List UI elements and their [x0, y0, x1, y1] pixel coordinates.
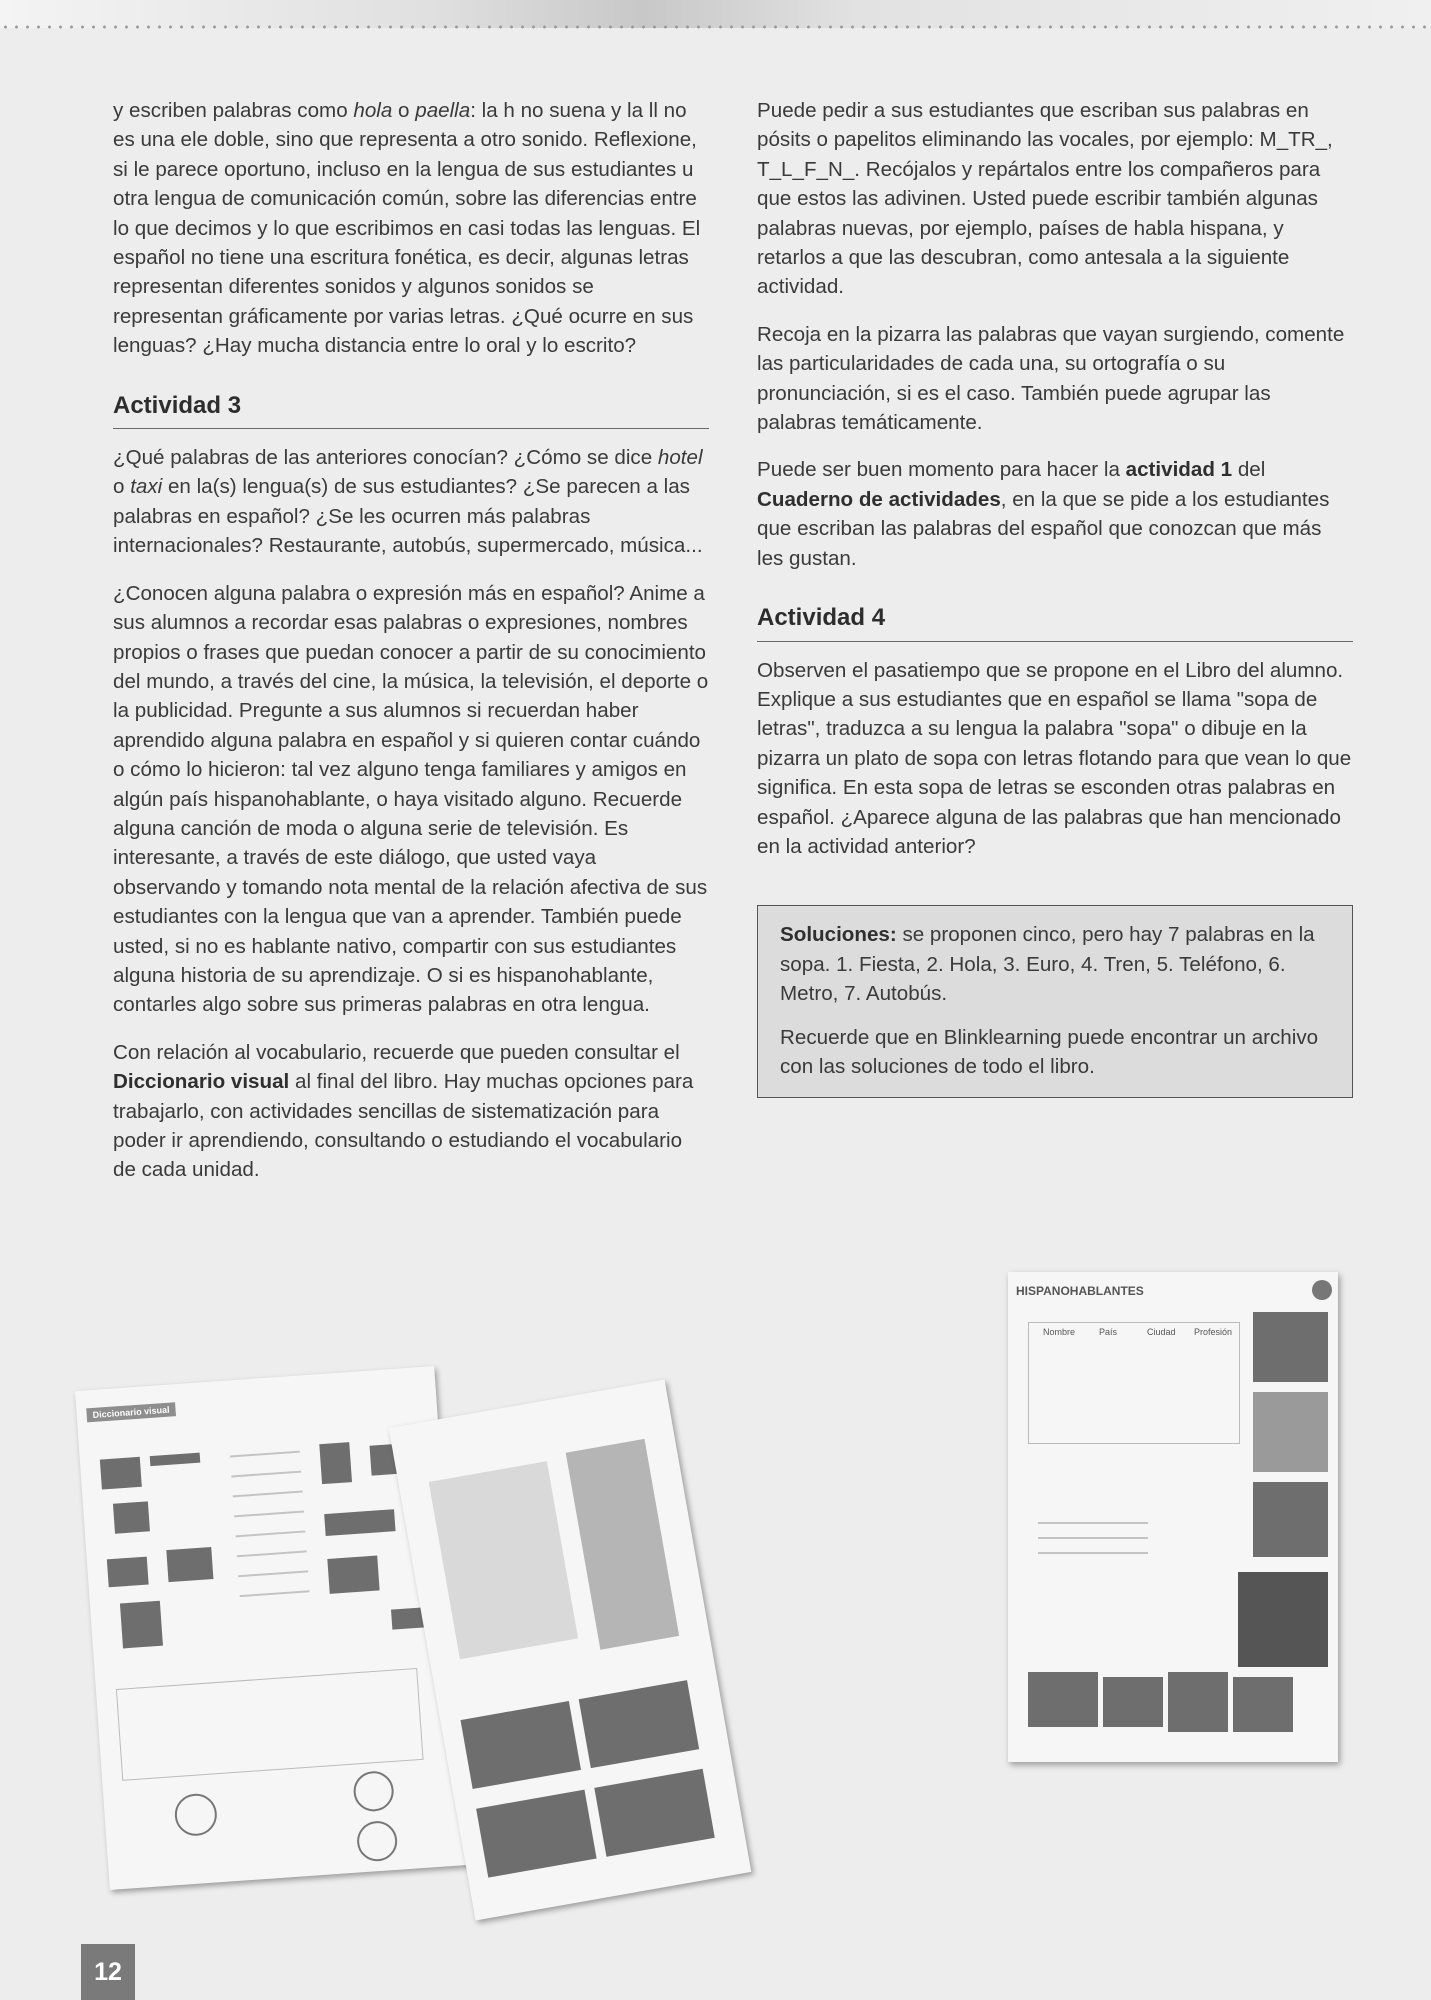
intro-paragraph	[113, 96, 709, 361]
object-image	[100, 1457, 142, 1490]
text-run: Recuerde que en Blinklearning puede encontrar un archivo con las soluciones de todo el libro.	[780, 1025, 1319, 1078]
people-table: Nombre País Ciudad Profesión	[1028, 1322, 1240, 1444]
text-run: Puede pedir a sus estudiantes que escriban sus palabras en pósits o papelitos eliminando las vocales, por ejemplo: M_TR_, T_L_F_N_. Recójalos y repártalos entre los compañeros para que estos las adivinen. Usted puede escribir también algunas palabras nuevas, por ejemplo, países de habla hispana, y retarlos a que las descubran, como antesala a la siguiente actividad.	[757, 99, 1333, 299]
book-icon	[173, 1792, 218, 1837]
portrait-photo	[1238, 1572, 1328, 1667]
dotted-rule	[0, 22, 1431, 32]
pencil-icon	[356, 1820, 399, 1863]
actividad-4-paragraph	[757, 656, 1353, 862]
dictionary-title-tag: Diccionario visual	[86, 1402, 176, 1422]
text-run: , en la que se pide a los estudiantes que escriban las palabras del español que conozcan que más les gustan.	[757, 487, 1330, 570]
right-paragraph-1	[757, 96, 1353, 302]
text-run: ¿Qué palabras de las anteriores conocían? ¿Cómo se dice	[113, 446, 658, 470]
text-run: y escriben palabras como	[113, 99, 354, 122]
right-paragraph-3	[757, 455, 1353, 573]
hispanohablantes-title: HISPANOHABLANTES	[1016, 1284, 1144, 1298]
right-paragraph-2	[757, 320, 1353, 438]
left-column	[113, 96, 709, 1203]
solutions-box	[757, 905, 1353, 1098]
object-image	[120, 1601, 163, 1649]
text-run: Observen el pasatiempo que se propone en el Libro del alumno. Explique a sus estudiantes que en español se llama "sopa de letras", traduzca a su lengua la palabra "sopa" o dibuje en la pizarra un plato de sopa con letras flotando para que vean lo que significa. En esta sopa de letras se esconden otras palabras en español. ¿Aparece alguna de las palabras que han mencionado en la actividad anterior?	[757, 658, 1352, 858]
portrait-photo	[1253, 1392, 1328, 1472]
text-run: del	[1232, 458, 1266, 482]
text-run: : la h no suena y la ll no es una ele doble, sino que representa a otro sonido. Reflexione, si le parece oportuno, incluso en la lengua de sus estudiantes u otra lengua de comunicación común, sobre las diferencias entre lo que decimos y lo que escribimos en casi todas las lenguas. El español no tiene una escritura fonética, es decir, algunas letras representan diferentes sonidos y algunos sonidos se representan gráficamente por varias letras. ¿Qué ocurre en sus lenguas? ¿Hay mucha distancia entre lo oral y lo escrito?	[113, 99, 701, 358]
heading-actividad-3: Actividad 3	[113, 391, 709, 429]
solutions-text	[780, 920, 1332, 1008]
portrait-photo	[1168, 1672, 1228, 1732]
bold-term: Cuaderno de actividades	[757, 487, 1001, 511]
object-image	[166, 1547, 213, 1582]
italic-term: hotel	[657, 446, 703, 470]
portrait-photo	[1253, 1482, 1328, 1557]
question-icon	[352, 1770, 395, 1813]
italic-term: hola	[353, 99, 393, 122]
portrait-photo	[1028, 1672, 1098, 1727]
blinklearning-note	[780, 1023, 1332, 1082]
numbers-table	[116, 1668, 424, 1781]
text-run: en la(s) lengua(s) de sus estudiantes? ¿Se parecen a las palabras en español? ¿Se les ocurren más palabras internacionales? Restaurante, autobús, supermercado, música...	[113, 475, 703, 558]
text-run: Puede ser buen momento para hacer la	[757, 458, 1126, 482]
word-search-grid	[566, 1439, 680, 1650]
page-number: 12	[81, 1944, 135, 2000]
italic-term: paella	[415, 99, 471, 122]
italic-term: taxi	[130, 475, 163, 499]
bold-term: actividad 1	[1125, 458, 1233, 482]
object-image	[107, 1557, 149, 1588]
text-run: Con relación al vocabulario, recuerde que pueden consultar el	[113, 1040, 680, 1064]
portrait-photo	[1253, 1312, 1328, 1382]
text-run: al final del libro. Hay muchas opciones para trabajarlo, con actividades sencillas de sistematización para poder ir aprendiendo, consultando o estudiando el vocabulario de cada unidad.	[113, 1070, 694, 1182]
actividad-3-paragraph-1	[113, 443, 709, 561]
bold-term: Diccionario visual	[113, 1070, 290, 1094]
text-run: se proponen cinco, pero hay 7 palabras en la sopa. 1. Fiesta, 2. Hola, 3. Euro, 4. Tren, 5. Teléfono, 6. Metro, 7. Autobús.	[780, 923, 1315, 1006]
right-column	[757, 96, 1353, 1098]
sports-photo	[476, 1790, 596, 1878]
unit-badge	[1312, 1280, 1332, 1300]
hispanohablantes-page-thumbnail	[1008, 1272, 1338, 1762]
object-image	[319, 1442, 352, 1484]
sports-photo	[579, 1680, 699, 1768]
text-run: Recoja en la pizarra las palabras que vayan surgiendo, comente las particularidades de cada una, su ortografía o su pronunciación, si es el caso. También puede agrupar las palabras temáticamente.	[757, 322, 1345, 435]
object-image	[150, 1453, 201, 1466]
sports-photo	[594, 1769, 714, 1857]
text-run: o	[392, 99, 416, 122]
sports-photo	[461, 1701, 581, 1789]
object-image	[327, 1555, 379, 1593]
text-run: ¿Conocen alguna palabra o expresión más en español? Anime a sus alumnos a recordar esas palabras o expresiones, nombres propios o frases que puedan conocer a partir de su conocimiento del mundo, a través del cine, la música, la televisión, el deporte o la publicidad. Pregunte a sus alumnos si recuerdan haber aprendido alguna palabra en español y si quieren contar cuándo o cómo lo hicieron: tal vez alguno tenga familiares y amigos en algún país hispanohablante, o haya visitado alguno. Recuerde alguna canción de moda o alguna serie de televisión. Es interesante, a través de este diálogo, que usted vaya observando y tomando nota mental de la relación afectiva de sus estudiantes con la lengua que van a aprender. También puede usted, si no es hablante nativo, compartir con sus estudiantes alguna historia de su aprendizaje. O si es hispanohablante, contarles algo sobre sus primeras palabras en otra lengua.	[113, 581, 709, 1017]
object-image	[324, 1509, 395, 1536]
heading-actividad-4: Actividad 4	[757, 603, 1353, 641]
text-run: o	[113, 475, 131, 499]
portrait-photo	[1103, 1677, 1163, 1727]
portrait-photo	[1233, 1677, 1293, 1732]
actividad-3-paragraph-3	[113, 1038, 709, 1185]
actividad-3-paragraph-2	[113, 579, 709, 1020]
object-image	[113, 1501, 150, 1533]
bold-term: Soluciones:	[780, 923, 897, 947]
word-list	[429, 1461, 578, 1659]
